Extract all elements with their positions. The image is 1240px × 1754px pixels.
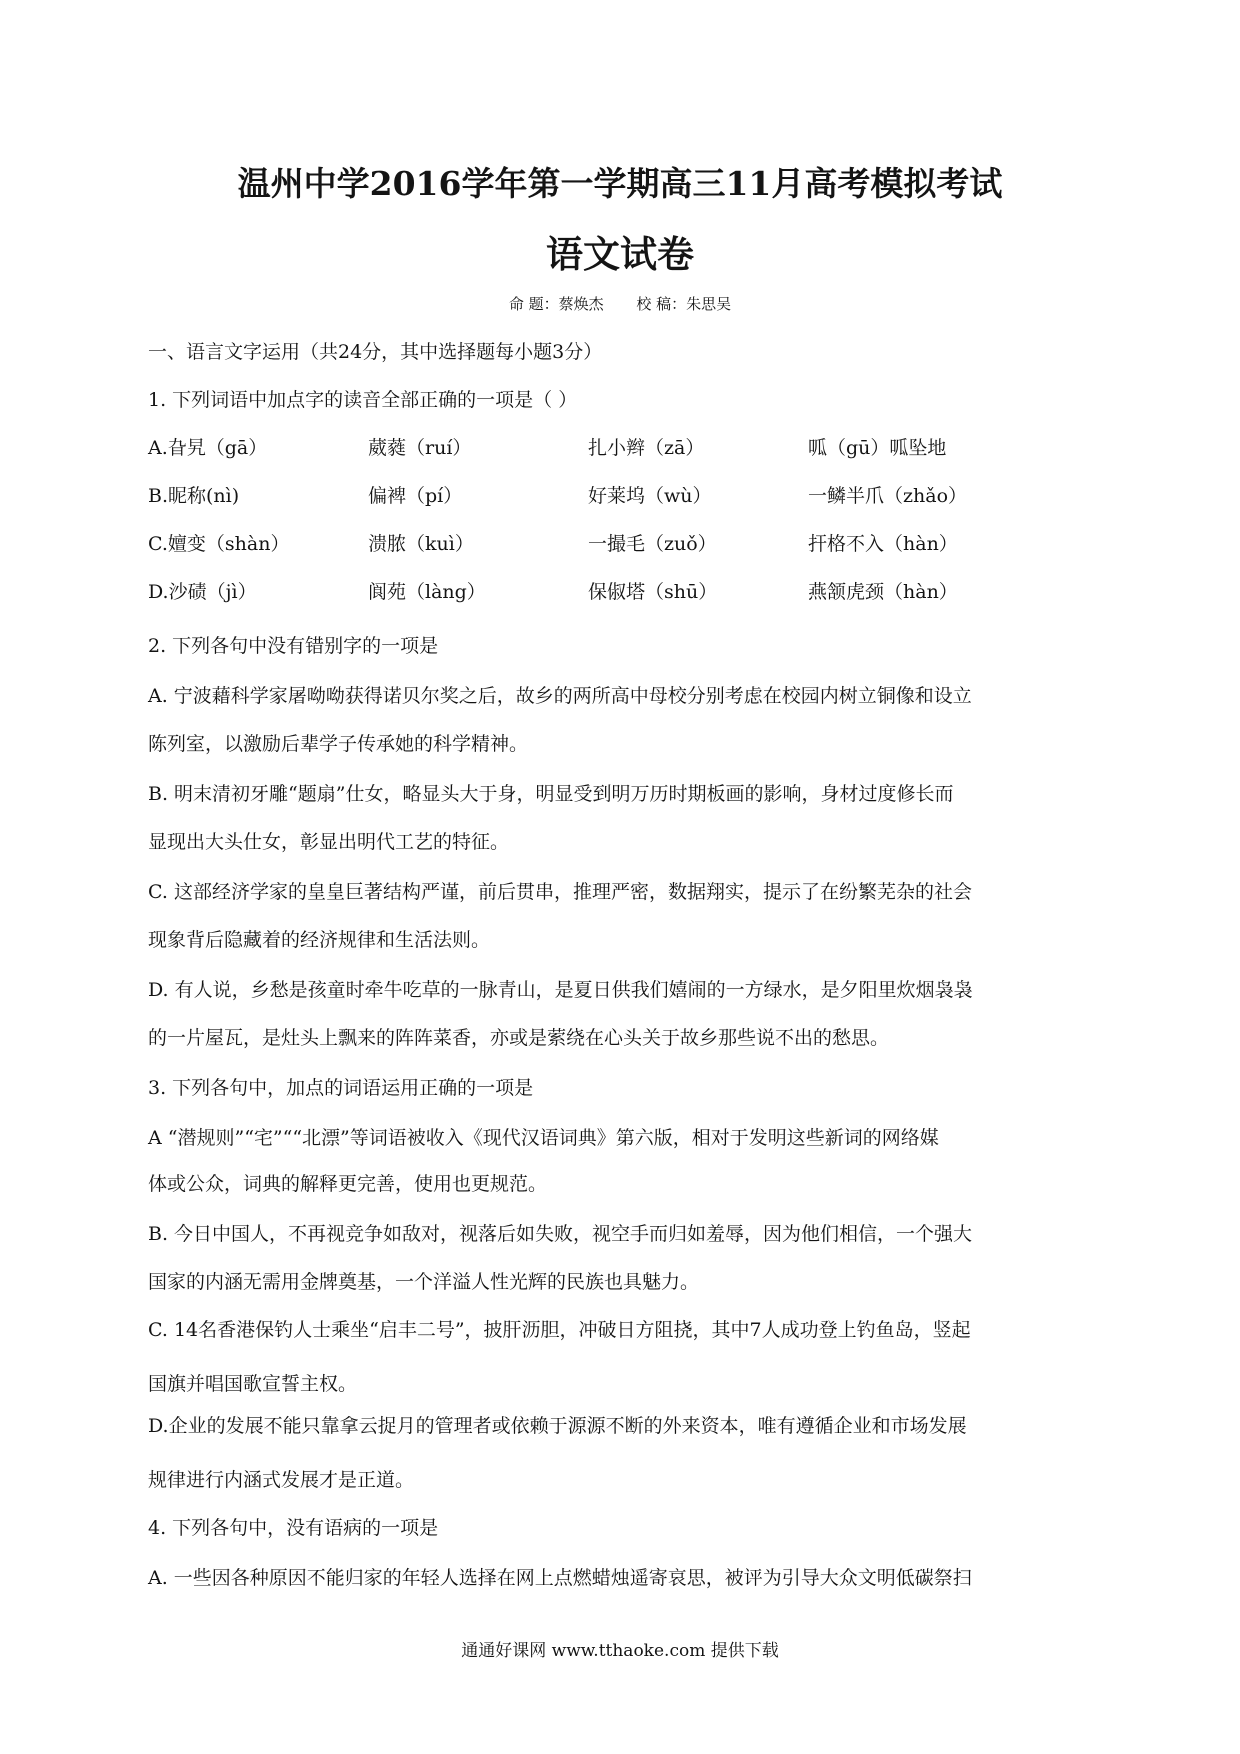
section-heading: 一、语言文字运用（共24分，其中选择题每小题3分） xyxy=(148,341,603,363)
q1-b-4: 一鳞半爪（zhǎo） xyxy=(808,485,968,507)
q1-row-b xyxy=(148,484,1108,508)
q3-option-c-line1: C. 14名香港保钓人士乘坐“启丰二号”，披肝沥胆，冲破日方阻挠，其中7人成功登上钓鱼岛，竖起 xyxy=(148,1319,971,1341)
q1-stem: 1. 下列词语中加点字的读音全部正确的一项是（ ） xyxy=(148,389,578,411)
q3-option-c-line2: 国旗并唱国歌宣誓主权。 xyxy=(148,1373,358,1395)
q1-row-d xyxy=(148,580,1108,604)
q3-option-a-line1: A “潜规则”“宅”““北漂”等词语被收入《现代汉语词典》第六版，相对于发明这些新词的网络媒 xyxy=(148,1127,939,1149)
q2-option-a-line1: A. 宁波藉科学家屠呦呦获得诺贝尔奖之后，故乡的两所高中母校分别考虑在校园内树立铜像和设立 xyxy=(148,685,972,707)
credits xyxy=(0,293,1240,314)
footer-download-note: 通通好课网 www.tthaoke.com 提供下载 xyxy=(461,1641,779,1661)
q3-option-b-line1: B. 今日中国人，不再视竞争如敌对，视落后如失败，视空手而归如羞辱，因为他们相信，一个强大 xyxy=(148,1223,973,1245)
page-title: 温州中学2016学年第一学期高三11月高考模拟考试 xyxy=(237,164,1003,203)
q1-a-4: 呱（gū）呱坠地 xyxy=(808,437,947,459)
q1-d-1: D.沙碛（jì） xyxy=(148,581,257,603)
page-subtitle: 语文试卷 xyxy=(546,232,694,276)
q1-c-2: 溃脓（kuì） xyxy=(368,533,474,555)
q4-stem: 4. 下列各句中，没有语病的一项是 xyxy=(148,1517,439,1539)
q1-d-2: 阆苑（làng） xyxy=(368,581,486,603)
q3-option-d-line1: D.企业的发展不能只靠拿云捉月的管理者或依赖于源源不断的外来资本，唯有遵循企业和市场发展 xyxy=(148,1415,967,1437)
q2-option-c-line2: 现象背后隐藏着的经济规律和生活法则。 xyxy=(148,929,491,951)
reviewer-label: 校 稿：朱思吴 xyxy=(636,295,732,313)
q2-option-d-line2: 的一片屋瓦，是灶头上飘来的阵阵菜香，亦或是萦绕在心头关于故乡那些说不出的愁思。 xyxy=(148,1027,890,1049)
q3-option-d-line2: 规律进行内涵式发展才是正道。 xyxy=(148,1469,415,1491)
q1-a-1: A.旮旯（gā） xyxy=(148,437,268,459)
q1-row-c xyxy=(148,532,1108,556)
q1-c-3: 一撮毛（zuǒ） xyxy=(588,533,717,555)
q1-b-1: B.昵称(nì) xyxy=(148,485,240,507)
q2-option-d-line1: D. 有人说，乡愁是孩童时牵牛吃草的一脉青山，是夏日供我们嬉闹的一方绿水，是夕阳里炊烟袅袅 xyxy=(148,979,973,1001)
q2-option-c-line1: C. 这部经济学家的皇皇巨著结构严谨，前后贯串，推理严密，数据翔实，提示了在纷繁芜杂的社会 xyxy=(148,881,972,903)
q1-c-4: 扞格不入（hàn） xyxy=(808,533,958,555)
q3-stem: 3. 下列各句中，加点的词语运用正确的一项是 xyxy=(148,1077,534,1099)
q1-d-4: 燕颔虎颈（hàn） xyxy=(808,581,958,603)
q2-option-a-line2: 陈列室，以激励后辈学子传承她的科学精神。 xyxy=(148,733,529,755)
q1-c-1: C.嬗变（shàn） xyxy=(148,533,290,555)
q1-a-3: 扎小辫（zā） xyxy=(588,437,705,459)
q2-option-b-line2: 显现出大头仕女，彰显出明代工艺的特征。 xyxy=(148,831,510,853)
q4-option-a-line1: A. 一些因各种原因不能归家的年轻人选择在网上点燃蜡烛遥寄哀思，被评为引导大众文明低碳祭扫 xyxy=(148,1567,972,1589)
q1-d-3: 保俶塔（shū） xyxy=(588,581,718,603)
q3-option-b-line2: 国家的内涵无需用金牌奠基，一个洋溢人性光辉的民族也具魅力。 xyxy=(148,1271,700,1293)
author-label: 命 题：蔡焕杰 xyxy=(508,295,604,313)
q1-row-a xyxy=(148,436,1108,460)
q2-option-b-line1: B. 明末清初牙雕“题扇”仕女，略显头大于身，明显受到明万历时期板画的影响，身材过度修长而 xyxy=(148,783,954,805)
q1-b-2: 偏裨（pí） xyxy=(368,485,463,507)
q2-stem: 2. 下列各句中没有错别字的一项是 xyxy=(148,635,439,657)
q1-a-2: 葳蕤（ruí） xyxy=(368,437,472,459)
q3-option-a-line2: 体或公众，词典的解释更完善，使用也更规范。 xyxy=(148,1173,548,1195)
q1-b-3: 好莱坞（wù） xyxy=(588,485,712,507)
